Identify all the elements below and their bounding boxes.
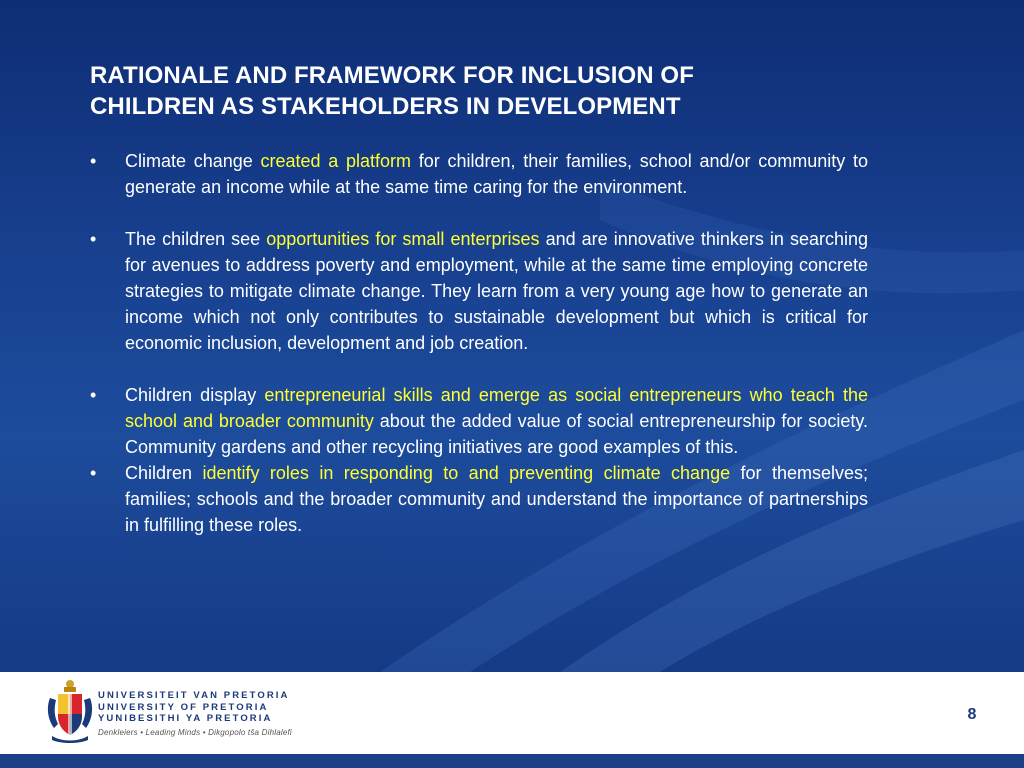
bullet-text: Children	[125, 463, 203, 483]
bullet-text: Children display	[125, 385, 265, 405]
bullet-text: about the added value of social entrepreneurship for society. Community gardens and other recycling initiatives are good examples of this.	[125, 411, 868, 457]
page-number: 8	[967, 706, 977, 723]
slide-title-line-2: CHILDREN AS STAKEHOLDERS IN DEVELOPMENT	[90, 93, 681, 120]
bullet-marker: •	[90, 151, 97, 171]
bullet-text: Climate change	[125, 151, 261, 171]
university-name-sepedi: YUNIBESITHI YA PRETORIA	[98, 713, 273, 724]
bullet-item	[90, 382, 868, 460]
university-motto: Denkleiers • Leading Minds • Dikgopolo tša Dihlalefi	[98, 728, 292, 737]
bullet-marker: •	[90, 463, 97, 483]
bullet-text: and are innovative thinkers in searching for avenues to address poverty and employment, while at the same time employing concrete strategies to mitigate climate change. They learn from a very young age how to generate an income which not only contributes to sustainable development but which is critical for economic inclusion, development and job creation.	[125, 229, 869, 353]
university-name-english: UNIVERSITY OF PRETORIA	[98, 701, 269, 713]
slide-title	[90, 60, 910, 122]
university-name-afrikaans: UNIVERSITEIT VAN PRETORIA	[98, 690, 290, 701]
bullet-highlight: entrepreneurial skills and emerge as social entrepreneurs who teach the school and broader community	[125, 385, 868, 431]
bullet-list	[90, 148, 868, 538]
university-name	[98, 690, 290, 725]
bullet-highlight: identify roles in responding to and preventing climate change	[202, 463, 731, 483]
bullet-marker: •	[90, 385, 97, 405]
bullet-item	[90, 460, 868, 538]
bullet-marker: •	[90, 229, 97, 249]
bullet-item	[90, 226, 868, 356]
footer	[0, 672, 1024, 754]
university-crest-icon	[46, 678, 94, 744]
bullet-text: The children see	[125, 229, 267, 249]
bullet-highlight: created a platform	[260, 151, 412, 171]
footer-band	[0, 754, 1024, 768]
bullet-highlight: opportunities for small enterprises	[266, 229, 540, 249]
bullet-item	[90, 148, 868, 200]
bullet-text: for themselves; families; schools and the broader community and understand the importance of partnerships in fulfilling these roles.	[125, 463, 868, 535]
bullet-text: for children, their families, school and/or community to generate an income while at the same time caring for the environment.	[125, 151, 868, 197]
slide-title-line-1: RATIONALE AND FRAMEWORK FOR INCLUSION OF	[90, 62, 694, 89]
